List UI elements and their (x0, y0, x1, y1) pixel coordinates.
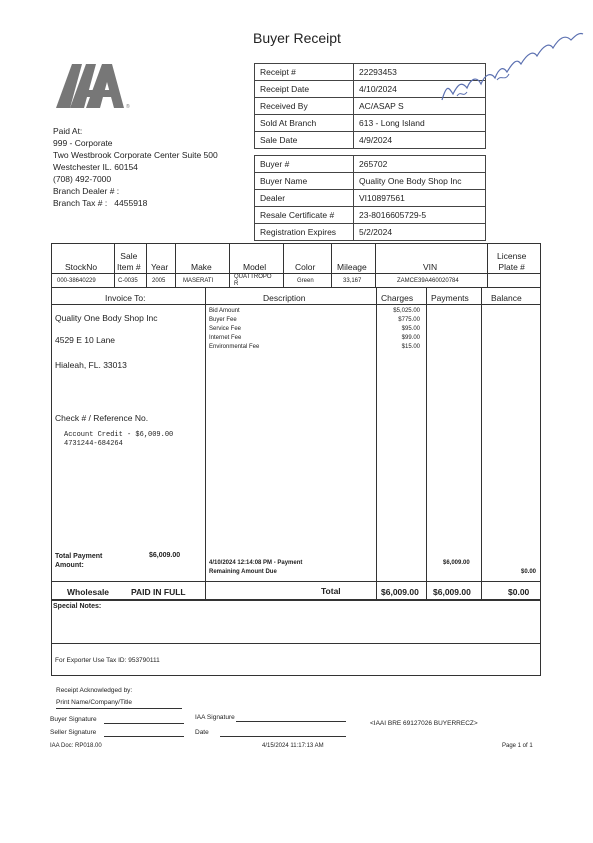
payments-header: Payments (431, 293, 469, 303)
seller-signature-label: Seller Signature (50, 729, 97, 736)
receipt-acknowledged: Receipt Acknowledged by: (56, 687, 133, 694)
paid-in-full-label: PAID IN FULL (131, 587, 186, 597)
sale-date-value: 4/9/2024 (354, 132, 486, 149)
branch-tax-label: Branch Tax # : (53, 198, 108, 208)
year-value: 2005 (152, 278, 166, 284)
remaining-balance: $0.00 (520, 569, 536, 575)
special-notes-label: Special Notes: (53, 603, 102, 610)
barcode-text: <IAAI BRE 69127026 BUYERRECZ> (370, 720, 478, 727)
account-credit-line: Account Credit - $6,009.00 (64, 431, 174, 439)
receipt-number-value: 22293453 (354, 64, 486, 81)
registration-expires-label: Registration Expires (255, 224, 354, 241)
iaa-logo (56, 62, 132, 110)
charges-header: Charges (381, 293, 414, 303)
sale-date-label: Sale Date (255, 132, 354, 149)
line-item-charge: $95.00 (401, 326, 420, 332)
line-item-charge: $15.00 (401, 344, 420, 350)
header-make: Make (191, 262, 212, 272)
invoice-address-line: Quality One Body Shop Inc (55, 313, 158, 323)
sold-at-branch-label: Sold At Branch (255, 115, 354, 132)
header-sale-item: Sale Item # (117, 251, 141, 272)
total-label: Total (321, 586, 341, 596)
iaa-signature-line (236, 721, 346, 722)
date-label: Date (195, 729, 209, 736)
stock-no-value: 000-38640229 (57, 278, 96, 284)
paid-at-line: Westchester IL. 60154 (53, 162, 138, 172)
header-mileage: Mileage (337, 262, 367, 272)
table-row (255, 173, 486, 190)
dealer-label: Dealer (255, 190, 354, 207)
paid-at-line: 999 - Corporate (53, 138, 113, 148)
total-payments: $6,009.00 (433, 587, 471, 597)
exporter-note: For Exporter Use Tax ID: 953790111 (55, 657, 160, 664)
svg-text:®: ® (126, 104, 130, 110)
receipt-date-label: Receipt Date (255, 81, 354, 98)
header-vin: VIN (423, 262, 438, 272)
print-name-line (56, 708, 182, 709)
buyer-signature-label: Buyer Signature (50, 716, 97, 723)
balance-header: Balance (491, 293, 522, 303)
buyer-number-label: Buyer # (255, 156, 354, 173)
total-payment-value: $6,009.00 (149, 552, 181, 559)
paid-at-line: (708) 492-7000 (53, 174, 112, 184)
receipt-number-label: Receipt # (255, 64, 354, 81)
seller-signature-line (104, 736, 184, 737)
color-value: Green (297, 278, 314, 284)
model-value: QUATTROPO R (234, 274, 272, 287)
buyer-number-value: 265702 (354, 156, 486, 173)
line-item-charge: $5,025.00 (393, 308, 420, 314)
line-item-desc: Environmental Fee (209, 344, 260, 350)
table-row (255, 115, 486, 132)
paid-at-label: Paid At: (53, 126, 83, 136)
table-row (255, 224, 486, 241)
resale-certificate-value: 23-8016605729-5 (354, 207, 486, 224)
header-color: Color (295, 262, 316, 272)
line-item-charge: $775.00 (398, 317, 420, 323)
paid-at-line: Two Westbrook Corporate Center Suite 500 (53, 150, 218, 160)
invoice-address-line: 4529 E 10 Lane (55, 335, 116, 345)
total-balance: $0.00 (508, 587, 530, 597)
header-plate: License Plate # (497, 251, 527, 272)
paid-at-line: Branch Dealer # : (53, 186, 120, 196)
receipt-date-value: 4/10/2024 (354, 81, 486, 98)
page-number: Page 1 of 1 (502, 743, 533, 749)
buyer-name-value: Quality One Body Shop Inc (354, 173, 486, 190)
line-item-charge: $99.00 (401, 335, 420, 341)
total-payment-label: Total Payment Amount: (55, 553, 103, 569)
table-row (255, 156, 486, 173)
received-by-label: Received By (255, 98, 354, 115)
sale-item-value: C-0035 (118, 278, 138, 284)
doc-id: IAA Doc: RP018.00 (50, 743, 102, 749)
make-value: MASERATI (183, 278, 214, 284)
resale-certificate-label: Resale Certificate # (255, 207, 354, 224)
branch-tax-value: 4455918 (114, 198, 148, 208)
paid-at-block (53, 125, 218, 209)
invoice-to-header: Invoice To: (105, 293, 146, 303)
line-item-desc: Bid Amount (209, 308, 240, 314)
print-timestamp: 4/15/2024 11:17:13 AM (262, 743, 324, 749)
header-stock-no: StockNo (65, 262, 98, 272)
vin-value: ZAMCE39A460020784 (397, 278, 459, 284)
invoice-address-line: Hialeah, FL. 33013 (55, 360, 127, 370)
line-item-desc: Service Fee (209, 326, 242, 332)
buyer-name-label: Buyer Name (255, 173, 354, 190)
table-row (255, 207, 486, 224)
payment-note: 4/10/2024 12:14:08 PM - Payment (209, 560, 303, 566)
handwritten-signature (437, 28, 587, 108)
payment-amount: $6,009.00 (443, 560, 470, 566)
dealer-value: VI10897561 (354, 190, 486, 207)
account-credit-ref: 4731244-684264 (64, 440, 123, 448)
print-name-label: Print Name/Company/Title (56, 699, 132, 706)
date-line (220, 736, 346, 737)
registration-expires-value: 5/2/2024 (354, 224, 486, 241)
wholesale-label: Wholesale (67, 587, 110, 597)
received-by-value: AC/ASAP S (354, 98, 486, 115)
header-year: Year (151, 262, 169, 272)
total-charges: $6,009.00 (381, 587, 419, 597)
page-title: Buyer Receipt (253, 30, 341, 46)
line-item-desc: Internet Fee (209, 335, 242, 341)
line-item-desc: Buyer Fee (209, 317, 237, 323)
iaa-signature-label: IAA Signature (195, 714, 235, 721)
mileage-value: 33,167 (343, 278, 362, 284)
invoice-grid (51, 243, 541, 843)
table-row (255, 190, 486, 207)
buyer-signature-line (104, 723, 184, 724)
description-header: Description (263, 293, 306, 303)
sold-at-branch-value: 613 - Long Island (354, 115, 486, 132)
remaining-amount-note: Remaining Amount Due (209, 569, 277, 575)
table-row (255, 132, 486, 149)
check-reference-label: Check # / Reference No. (55, 413, 149, 423)
header-model: Model (243, 262, 267, 272)
